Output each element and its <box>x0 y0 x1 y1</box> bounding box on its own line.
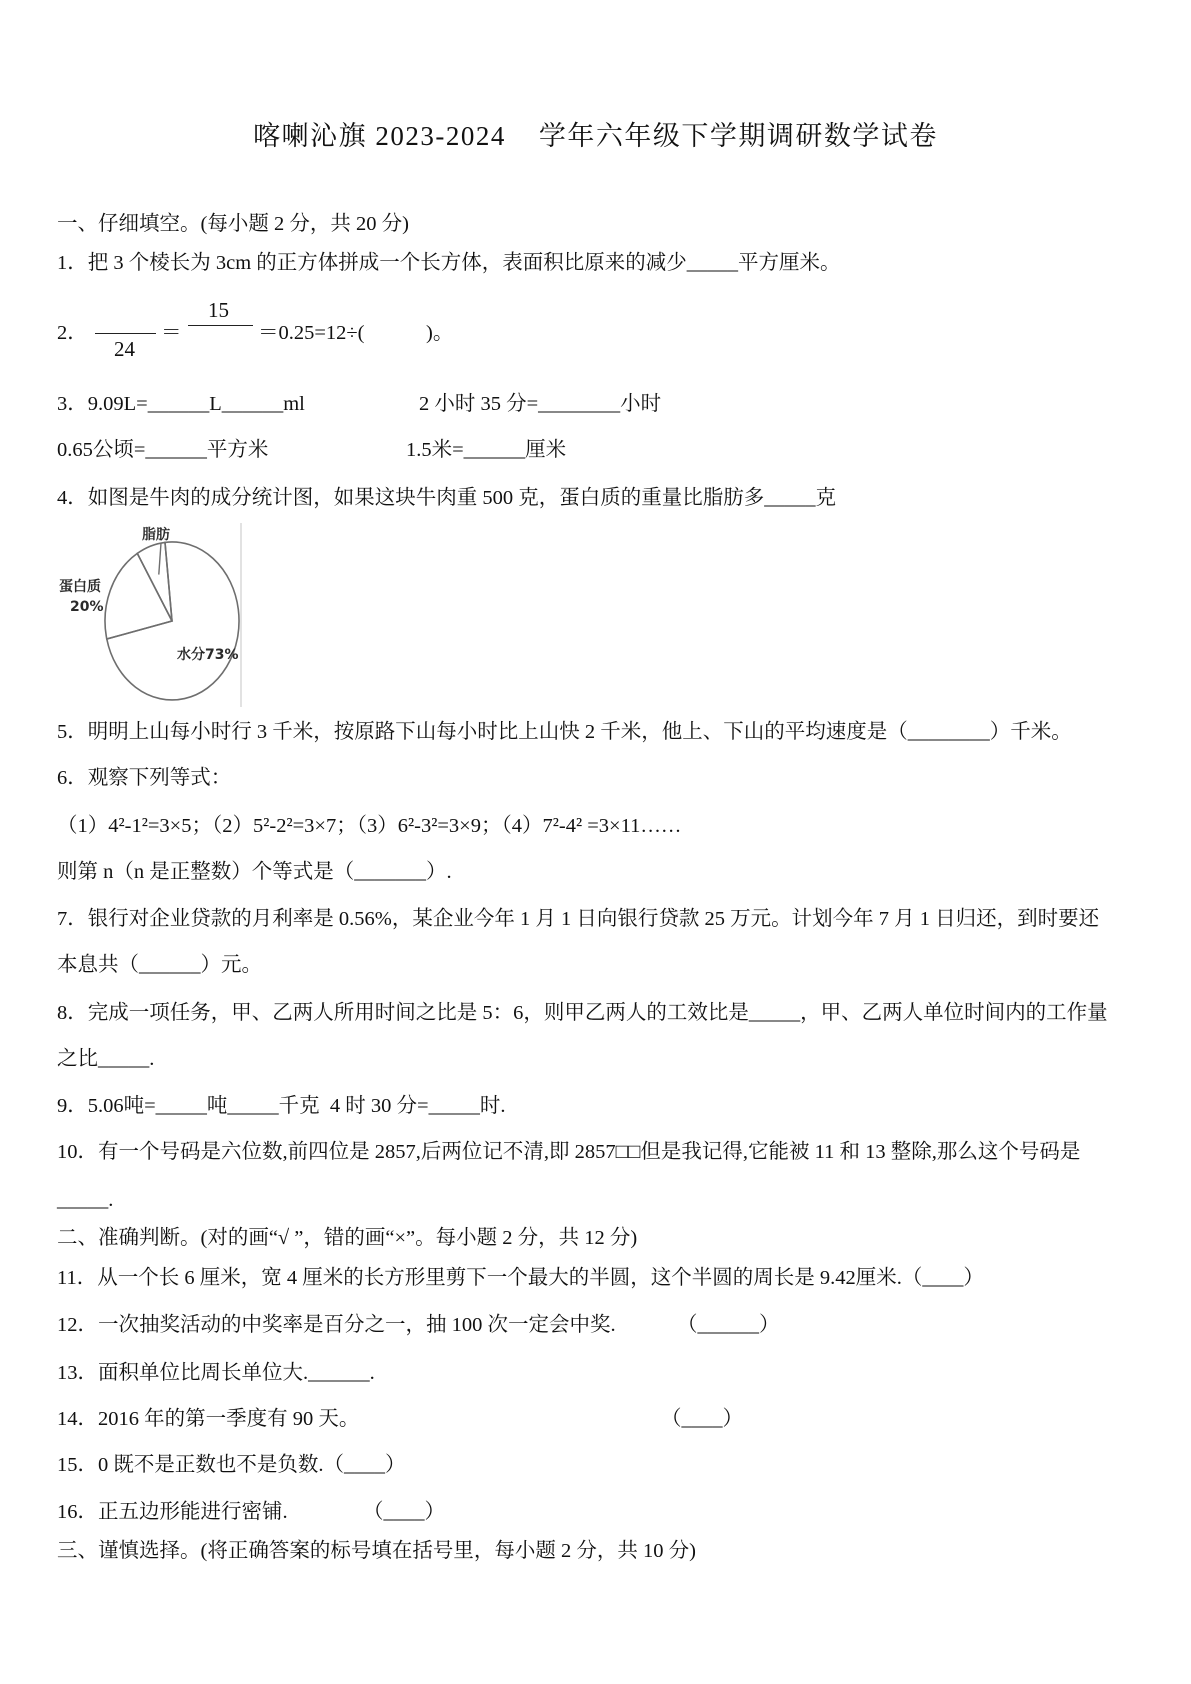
question-3-item-1: 3．9.09L=______L______ml <box>57 393 305 415</box>
question-6-question: 则第 n（n 是正整数）个等式是（_______）. <box>57 861 452 883</box>
question-1: 1．把 3 个棱长为 3cm 的正方体拼成一个长方体，表面积比原来的减少_____平方厘米。 <box>57 252 841 274</box>
question-5: 5．明明上山每小时行 3 千米，按原路下山每小时比上山快 2 千米，他上、下山的平均速度是（________）千米。 <box>57 721 1072 743</box>
question-7-line-2: 本息共（______）元。 <box>57 954 262 976</box>
question-9: 9．5.06吨=_____吨_____千克 4 时 30 分=_____时. <box>57 1095 506 1117</box>
question-12-answer-blank: （______） <box>677 1314 780 1336</box>
question-4: 4．如图是牛肉的成分统计图，如果这块牛肉重 500 克，蛋白质的重量比脂肪多_____克 <box>57 487 836 509</box>
question-14-stem: 14．2016 年的第一季度有 90 天。 <box>57 1408 360 1430</box>
question-16-answer-blank: （____） <box>363 1501 445 1523</box>
section-2-heading: 二、准确判断。(对的画“√ ”，错的画“×”。每小题 2 分，共 12 分) <box>57 1227 638 1249</box>
question-6-equations: （1）4²-1²=3×5；（2）5²-2²=3×7；（3）6²-3²=3×9；（4）7²-4² =3×11…… <box>57 815 682 837</box>
section-1-heading: 一、仔细填空。(每小题 2 分，共 20 分) <box>57 213 409 235</box>
pie-slice-water <box>107 542 239 700</box>
question-3-item-3: 0.65公顷=______平方米 <box>57 439 269 461</box>
equals-sign: ＝ <box>161 322 182 344</box>
pie-value-protein: 20% <box>70 599 104 615</box>
page-title: 喀喇沁旗 2023-2024 学年六年级下学期调研数学试卷 <box>253 121 938 151</box>
pie-slice-fat <box>137 542 172 621</box>
question-14-answer-blank: （____） <box>661 1408 743 1430</box>
fraction-1-bar <box>95 333 156 334</box>
question-6-intro: 6．观察下列等式： <box>57 767 232 789</box>
pie-label-water: 水分 <box>177 647 205 663</box>
question-2-rest: ＝0.25=12÷( )。 <box>258 322 454 344</box>
fraction-1-denominator: 24 <box>114 337 135 361</box>
fraction-2-numerator: 15 <box>208 298 229 322</box>
question-8-line-2: 之比_____. <box>57 1048 155 1070</box>
question-3-item-2: 2 小时 35 分=________小时 <box>419 393 662 415</box>
question-2-number: 2． <box>57 322 88 344</box>
question-10-line-2: _____. <box>57 1189 114 1211</box>
question-12-stem: 12．一次抽奖活动的中奖率是百分之一，抽 100 次一定会中奖. <box>57 1314 616 1336</box>
pie-value-water: 73% <box>205 647 239 663</box>
fat-label-leader-line <box>159 543 161 575</box>
question-16-stem: 16．正五边形能进行密铺. <box>57 1501 288 1523</box>
pie-label-water-group <box>177 646 239 663</box>
beef-composition-pie-chart <box>50 521 250 711</box>
pie-label-fat: 脂肪 <box>142 527 170 543</box>
question-10-line-1: 10．有一个号码是六位数,前四位是 2857,后两位记不清,即 2857□□但是我记得,它能被 11 和 13 整除,那么这个号码是 <box>57 1141 1081 1163</box>
pie-label-protein: 蛋白质 <box>59 579 101 595</box>
question-3-item-4: 1.5米=______厘米 <box>406 439 567 461</box>
question-11: 11．从一个长 6 厘米，宽 4 厘米的长方形里剪下一个最大的半圆，这个半圆的周长是 9.42厘米.（____） <box>57 1267 984 1289</box>
question-15: 15．0 既不是正数也不是负数.（____） <box>57 1454 406 1476</box>
question-8-line-1: 8．完成一项任务，甲、乙两人所用时间之比是 5：6，则甲乙两人的工效比是_____，甲、乙两人单位时间内的工作量 <box>57 1002 1108 1024</box>
fraction-2-bar <box>188 325 253 326</box>
question-13: 13．面积单位比周长单位大.______. <box>57 1362 375 1384</box>
section-3-heading: 三、谨慎选择。(将正确答案的标号填在括号里，每小题 2 分，共 10 分) <box>57 1540 696 1562</box>
pie-slice-protein <box>105 553 172 639</box>
question-7-line-1: 7．银行对企业贷款的月利率是 0.56%，某企业今年 1 月 1 日向银行贷款 25 万元。计划今年 7 月 1 日归还，到时要还 <box>57 908 1100 930</box>
